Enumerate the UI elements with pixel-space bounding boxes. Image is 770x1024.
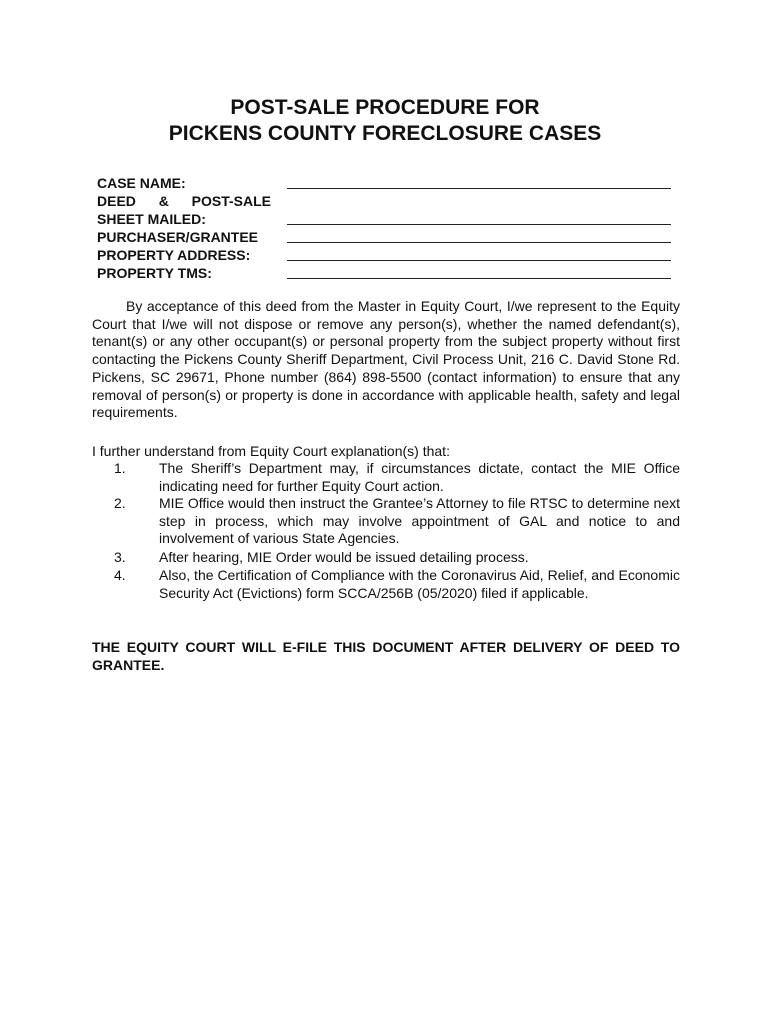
list-item-text: MIE Office would then instruct the Grantee’s Attorney to file RTSC to determine next step in process, which may involve appointment of GAL and notice to and involvement of various State Agencies. [159, 495, 680, 547]
property-address-line[interactable] [287, 260, 671, 261]
acceptance-paragraph: By acceptance of this deed from the Master in Equity Court, I/we represent to the Equity Court that I/we will not dispose or remove any person(s), whether the named defendant(s), tenant(s) or any other occupant(s) or personal property from the subject property without first contacting the Pickens County Sheriff Department, Civil Process Unit, 216 C. David Stone Rd. Pickens, SC 29671, Phone number (864) 898-5500 (contact information) to ensure that any removal of person(s) or property is done in accordance with applicable health, safety and legal requirements. [92, 298, 680, 421]
understanding-intro: I further understand from Equity Court explanation(s) that: [92, 443, 450, 459]
property-address-label: PROPERTY ADDRESS: [97, 247, 251, 263]
sheet-mailed-label: SHEET MAILED: [97, 211, 206, 227]
list-item-text: Also, the Certification of Compliance with the Coronavirus Aid, Relief, and Economic Security Act (Evictions) form SCCA/256B (05/2020) filed if applicable. [159, 567, 680, 601]
sheet-mailed-line[interactable] [287, 224, 671, 225]
case-name-label: CASE NAME: [97, 175, 186, 191]
deed-word: DEED [97, 193, 136, 209]
document-title-line1: POST-SALE PROCEDURE FOR [230, 96, 540, 119]
purchaser-grantee-label: PURCHASER/GRANTEE [97, 229, 259, 245]
list-item-number: 1. [114, 460, 126, 476]
deed-postsale-label [97, 192, 271, 210]
list-item-text: After hearing, MIE Order would be issued detailing process. [159, 549, 529, 565]
deed-ampersand: & [158, 193, 169, 209]
purchaser-grantee-line[interactable] [287, 242, 671, 243]
case-name-line[interactable] [287, 188, 671, 189]
document-title-line2: PICKENS COUNTY FORECLOSURE CASES [168, 122, 602, 145]
list-item-text: The Sheriff’s Department may, if circumstances dictate, contact the MIE Office indicating need for further Equity Court action. [159, 460, 680, 494]
closing-notice: THE EQUITY COURT WILL E-FILE THIS DOCUMENT AFTER DELIVERY OF DEED TO GRANTEE. [92, 639, 680, 673]
property-tms-label: PROPERTY TMS: [97, 265, 212, 281]
list-item-number: 3. [114, 549, 126, 565]
list-item-number: 4. [114, 567, 126, 583]
property-tms-line[interactable] [287, 278, 671, 279]
list-item-number: 2. [114, 495, 126, 511]
deed-postsale-word: POST-SALE [191, 193, 271, 209]
